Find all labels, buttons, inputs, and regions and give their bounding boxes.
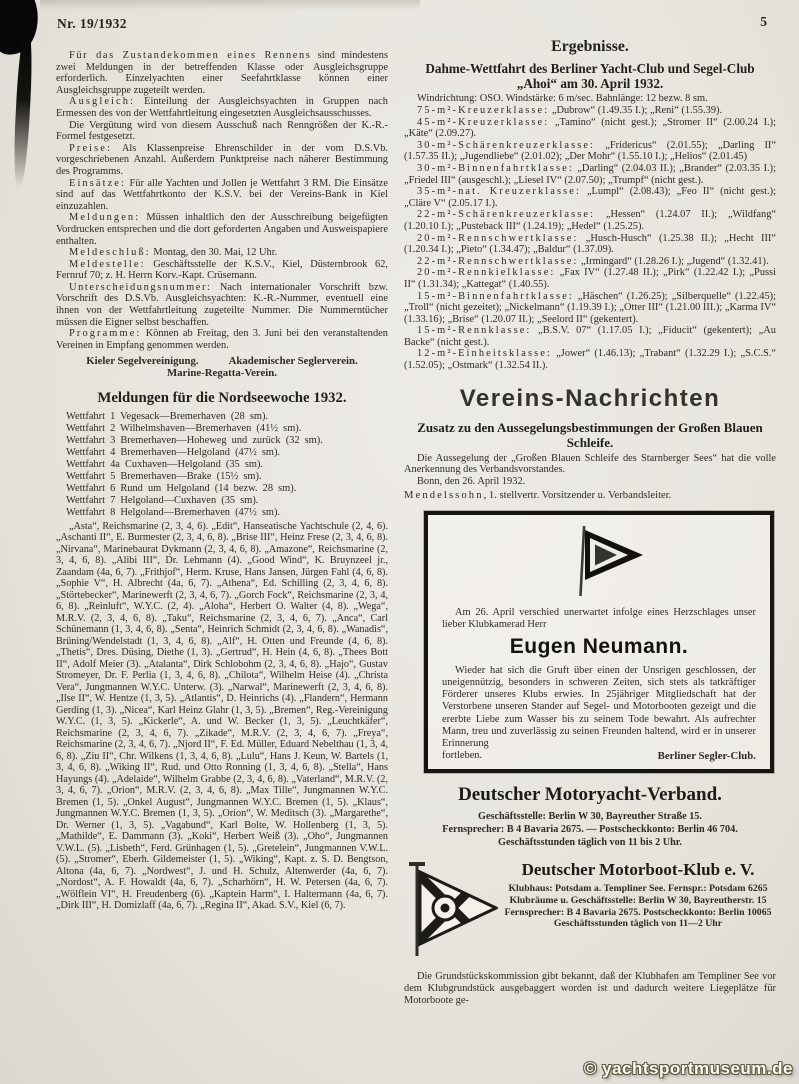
issue-number: Nr. 19/1932	[57, 16, 127, 31]
nordseewoche-heading: Meldungen für die Nordseewoche 1932.	[97, 390, 347, 407]
race-item: Wettfahrt 3 Bremerhaven—Hoheweg und zurück (32 sm).	[66, 435, 323, 447]
motorboot-klub-text	[500, 858, 776, 929]
organizing-club-name: Marine-Regatta-Verein.	[166, 367, 278, 380]
regatta-title: Dahme-Wettfahrt des Berliner Yacht-Club und Segel-Club „Ahoi“ am 30. April 1932.	[425, 61, 755, 92]
regulation-paragraph: Meldeschluß: Montag, den 30. Mai, 12 Uhr.	[69, 247, 278, 259]
regulation-paragraph: Ausgleich: Einteilung der Ausgleichsyachten in Gruppen nach Ermessen des von der Wettfahrtleitung eingesetzten Ausgleichsausschusses.	[56, 96, 388, 119]
scan-artifact-smudge	[40, 0, 420, 10]
obituary-body: Wieder hat sich die Gruft über einen der Unsrigen geschlossen, der uneigennützig, besonders in schweren Zeiten, sich stets als tatkräftiger Förderer unseres Klubs erwies. In 25jähriger Mitgliedschaft hat der Verstorbene unseren Stander auf Segel- und Motorbooten gezeigt und die ererbte Liebe zum Wasser bis zu seinem Tode bewahrt. Als aufrechter Mann, treu und zuverlässig zu seinen Freunden haltend, wird er in unserer Erinnerung	[442, 664, 756, 750]
deceased-name: Eugen Neumann.	[509, 634, 689, 658]
motorboot-klub-hours: Geschäftsstunden täglich von 11—2 Uhr	[553, 918, 723, 930]
grundstueckskommission-paragraph: Die Grundstückskommission gibt bekannt, daß der Klubhafen am Templiner See vor dem Klubgrundstück ausgebaggert worden ist und dadurch weitere Liegeplätze für Motorboote ge-	[404, 971, 776, 1006]
regulation-paragraph: Für das Zustandekommen eines Rennens sind mindestens zwei Meldungen in der betreffenden Klasse oder Ausgleichsgruppe erforderlich. Einzelyachten einer Seefahrtklasse können einer Ausgleichsgruppe zugeteilt werden.	[56, 50, 388, 96]
motorboot-klub-office: Klubräume u. Geschäftsstelle: Berlin W 30, Bayreutherstr. 15	[509, 895, 767, 907]
race-item: Wettfahrt 7 Helgoland—Cuxhaven (35 sm).	[66, 494, 259, 506]
race-item: Wettfahrt 6 Rund um Helgoland (14 bezw. 28 sm).	[66, 482, 297, 494]
class-result: 15-m²-Rennklasse: „B.S.V. 07“ (1.17.05 I.); „Fiducit“ (gekentert); „Au Backe“ (nicht gest.).	[404, 325, 776, 348]
regulation-paragraph: Meldungen: Müssen inhaltlich den der Ausschreibung beigefügten Vordrucken entsprechen und die dort geforderten Angaben und Ausweispapiere enthalten.	[56, 212, 388, 247]
motorboot-klub-section	[404, 858, 776, 963]
club-news-date: Bonn, den 26. April 1932.	[417, 475, 526, 487]
class-result: 35-m²-nat. Kreuzerklasse: „Lumpl“ (2.08.43); „Feo II“ (nicht gest.); „Cläre V“ (2.05.17 I.).	[404, 186, 776, 209]
club-news-paragraph: Die Aussegelung der „Großen Blauen Schleife des Starnberger Sees“ hat die volle Anerkennung des Verbandsvorstandes.	[404, 452, 776, 476]
class-result: 15-m²-Binnenfahrtklasse: „Häschen“ (1.26.25); „Silberquelle“ (1.22.45); „Troll“ (nicht gezeitet); „Nickelmann“ (1.19.39 I.); „Otter III“ (1.21.00 III.); „Karma IV“ (1.33.16); „Brise“ (1.20.07 II.); „Seelord II“ (gekentert).	[404, 290, 776, 325]
club-news-signature: Mendelssohn, 1. stellvertr. Vorsitzender u. Verbandsleiter.	[404, 489, 672, 501]
left-column	[56, 50, 388, 912]
page-number: 5	[760, 14, 767, 29]
entries-paragraph: „Asta“, Reichsmarine (2, 3, 4, 6). „Edit“, Hanseatische Yachtschule (2, 4, 6). „Aschanti II“, E. Burmester (2, 3, 4, 6, 8). „Brise III“, Heinz Frese (2, 3, 4, 6, 8). „Nirvana“, Marinebaurat Dykmann (2, 3, 4, 6, 8). „Amazone“, Reichsmarine (2, 3, 4, 6, 8). „Alibi III“, Dr. Lehmann (4). „Good Wind“, K. Bruynzeel jr., Zaandam (4a, 6, 7). „Frithjof“, Herm. Kruse, Hans Jansen, Jürgen Fahl (4, 6, 8). „Sophie V“, H. Albrecht (4a, 6, 7). „Athena“, Ed. Schilling (2, 3, 4, 6, 8). „Störtebecker“, Marinewerft (2, 3, 4, 6, 7). „Gorch Fock“, Reichsmarine (2, 3, 4, 6, 8). „Reinluft“, W.Y.C. (2, 4). „Aloha“, Herbert O. Walter (4, 8). „Wega“, M.R.V. (2, 3, 4, 6, 8). „Taku“, Reichsmarine (2, 3, 4, 6, 7). „Anca“, Carl Schünemann (1, 3, 4, 6, 8). „Senta“, Heinrich Schmidt (2, 3, 4, 6, 8). „Wanadis“, Brüning/Wendelstadt (1, 3, 4, 6, 8). „Alf“, H. Otten und Freunde (4, 6, 8). „Thetis“, Dres. Düsing, Diethe (1, 3). „Gertrud“, H. Hein (4, 6, 8). „Thees Bott II“, Adolf Meier (3). „Atalanta“, Dirk Schlobohm (2, 3, 4, 6, 8). „Hajo“, Gustav Stromeyer, Dr. F. Perlia (1, 3, 4, 6, 8). „Chilota“, Wilhelm Heise (4). „Christa Vera“, Jungmannen W.Y.C. Unterw. (3). „Narwal“, Marinewerft (2, 3, 4, 6, 8). „Ilse II“, W. Hentze (1, 3, 5). „Atlantis“, D. Heinrichs (4). „Flandern“, Hermann Gerding (1, 3). „Nicea“, Karl Heinz Glahr (1, 3, 5). „Bremen“, Reg.-Vereinigung W.Y.C. (1, 3, 5). „Kickerle“, A. und W. Becker (1, 3, 5). „Leuchtkäfer“, Reichsmarine (2, 3, 4, 6, 7). „Zikade“, M.R.V. (2, 3, 4, 6, 7). „Freya“, Reichsmarine (2, 3, 4, 6, 7). „Njord II“, F. Ed. Müller, Eduard Nebelthau (1, 3, 4, 6, 8). „Ziu II“, Chr. Wilkens (1, 3, 4, 6, 8). „Lulu“, Hans J. Keun, W. Bartels (1, 3, 4, 6, 8). „Wiking II“, Rud. und Otto Ronning (1, 3, 4, 6, 8). „Stella“, Hans Hayungs (4). „Adelaide“, Wilhelm Grabbe (2, 3, 4, 6, 8). „Vaterland“, M.R.V. (2, 3, 4, 6, 7). „Orion“, M.R.V. (2, 3, 4, 6, 8). „Max Tille“, Jungmannen W.Y.C. Bremen (1, 5). „Onkel August“, Jungmannen W.Y.C. Bremen (1, 5). „Klaus“, Jungmannen W.Y.C. Bremen (1, 3, 5). „Orion“, W. Meditsch (3). „Margarethe“, Dr. Werner (1, 3, 5). „Vagabund“, Karl Bolte, W. Hollenberg (1, 3, 5). „Mathilde“, E. Dammann (3). „Koki“, Herbert Weiß (3). „Oho“, Jungmannen V.W.L. (5). „Lisbeth“, Ferd. Grünhagen (1, 5). „Gretelein“, Jungmannen V.W.L. (5). „Stromer“, Eberh. Gildemeister (1, 5). „Wiking“, Kapt. z. S. D. Bengtson, Altona (4a, 6, 7). „Nordwest“, J. und H. Schulz, Altenwerder (4a, 6, 7). „Nordost“, A. F. Howaldt (4a, 6, 7). „Scharhörn“, H. W. Petersen (4a, 6, 7). „Wölflein VI“, H. Freudenberg (6). „Kaptein Harm“, I. Haltermann (4a, 6, 7). „Dirk III“, H. Domizlaff (4a, 6, 7). „Regina II“, Akad. S.V., Kiel (6, 7).	[56, 520, 388, 912]
club-name: Akademischer Seglerverein.	[228, 355, 358, 368]
race-item: Wettfahrt 4 Bremerhaven—Helgoland (47½ sm).	[66, 447, 281, 459]
regulation-paragraph: Meldestelle: Geschäftsstelle der K.S.V., Kiel, Düsternbrook 62, Fernruf 70; z. H. Herrn Korv.-Kapt. Crüsemann.	[56, 258, 388, 282]
class-result: 20-m²-Rennschwertklasse: „Husch-Husch“ (1.25.38 II.); „Hecht III“ (1.20.34 I.); „Pieto“ (1.34.47); „Baldur“ (1.37.09).	[404, 232, 776, 256]
race-list	[56, 411, 388, 518]
class-result: 22-m²-Rennschwertklasse: „Irmingard“ (1.28.26 I.); „Jugend“ (1.32.41).	[417, 255, 769, 267]
regulation-paragraph: Programme: Können ab Freitag, den 3. Juni bei den veranstaltenden Vereinen in Empfang genommen werden.	[56, 328, 388, 351]
organizing-clubs-line	[56, 355, 388, 367]
race-item: Wettfahrt 8 Helgoland—Bremerhaven (47½ sm).	[66, 506, 281, 518]
club-burgee-icon	[404, 858, 500, 963]
regulation-paragraph: Preise: Als Klassenpreise Ehrenschilder in der vom D.S.Vb. vorgeschriebenen Anzahl. Außerdem Punktpreise nach näherer Bestimmung des Programms.	[56, 142, 388, 177]
watermark-stamp: © yachtsportmuseum.de	[583, 1059, 793, 1078]
class-result: 30-m²-Schärenkreuzerklasse: „Fridericus“ (2.01.55); „Darling II“ (1.57.35 II.); „Jugendliebe“ (2.01.02); „Der Mohr“ (1.55.10 I.); „Helios“ (2.01.45)	[404, 139, 776, 163]
class-result: 22-m²-Schärenkreuzerklasse: „Hessen“ (1.24.07 II.); „Wildfang“ (1.20.10 I.); „Pusteback III“ (1.24.19); „Hedel“ (1.25.25).	[404, 209, 776, 232]
obituary-closing-line: fortleben. Berliner Segler-Club.	[442, 750, 756, 763]
race-item: Wettfahrt 1 Vegesack—Bremerhaven (28 sm).	[66, 411, 268, 423]
motoryacht-verband-hours: Geschäftsstunden täglich von 11 bis 2 Uhr.	[498, 837, 682, 849]
motorboot-klub-clubhouse: Klubhaus: Potsdam a. Templiner See. Fernspr.: Potsdam 6265	[508, 883, 768, 895]
obituary-intro: Am 26. April verschied unerwartet infolge eines Herzschlages unser lieber Klubkamerad Herr	[442, 606, 756, 630]
mourning-pennant-icon	[442, 524, 756, 603]
results-heading: Ergebnisse.	[551, 38, 629, 55]
club-name: Kieler Segelvereinigung.	[86, 355, 199, 368]
wind-conditions: Windrichtung: OSO. Windstärke: 6 m/sec. Bahnlänge: 12 bezw. 8 sm.	[417, 93, 708, 105]
class-result: 20-m²-Rennkielklasse: „Fax IV“ (1.27.48 II.); „Pirk“ (1.22.42 I.); „Pussi II“ (1.31.34); „Kattegat“ (1.40.55).	[404, 267, 776, 290]
motoryacht-verband-phone: Fernsprecher: B 4 Bavaria 2675. — Postscheckkonto: Berlin 46 704.	[442, 824, 738, 836]
race-item: Wettfahrt 2 Wilhelmshaven—Bremerhaven (41½ sm).	[66, 423, 302, 435]
race-item: Wettfahrt 5 Bremerhaven—Brake (15½ sm).	[66, 470, 262, 482]
club-news-subheading: Zusatz zu den Aussegelungsbestimmungen der Großen Blauen Schleife.	[417, 419, 763, 450]
obituary-signature: Berliner Segler-Club.	[657, 750, 756, 763]
obituary-box	[424, 511, 774, 774]
class-result: 75-m²-Kreuzerklasse: „Dubrow“ (1.49.35 I.); „Reni“ (1.55.39).	[417, 105, 723, 116]
regulation-paragraph: Die Vergütung wird von diesem Ausschuß nach Renngrößen der K.-R.-Formel festgesetzt.	[56, 119, 388, 143]
class-result: 30-m²-Binnenfahrtklasse: „Darling“ (2.04.03 II.); „Brander“ (2.03.35 I.); „Friedel III“ (ausgeschl.); „Liesel IV“ (2.07.50); „Trumpf“ (nicht gest.).	[404, 162, 776, 186]
class-result: 45-m²-Kreuzerklasse: „Tamino“ (nicht gest.); „Stromer II“ (2.00.24 I.); „Käte“ (2.09.27).	[404, 116, 776, 140]
race-item: Wettfahrt 4a Cuxhaven—Helgoland (35 sm).	[66, 459, 264, 471]
class-result: 12-m²-Einheitsklasse: „Jower“ (1.46.13); „Trabant“ (1.32.29 I.); „S.C.S.“ (1.52.05); „Ostmark“ (1.32.54 II.).	[404, 348, 776, 372]
regulation-paragraph: Einsätze: Für alle Yachten und Jollen je Wettfahrt 3 RM. Die Einsätze sind auf das Wettfahrtkonto der K.S.V. bei der Vereins-Bank in Kiel einzuzahlen.	[56, 177, 388, 212]
motoryacht-verband-address: Geschäftsstelle: Berlin W 30, Bayreuther Straße 15.	[478, 811, 702, 823]
motorboot-klub-phone: Fernsprecher: B 4 Bavaria 2675. Postscheckkonto: Berlin 10065	[504, 906, 772, 918]
club-news-heading: Vereins-Nachrichten	[459, 384, 721, 412]
regulation-paragraph: Unterscheidungsnummer: Nach internationaler Vorschrift bzw. Vorschrift des D.S.Vb. Ausgleichsyachten: K.-R.-Nummer, eventuell eine ihnen von der Wettfahrtleitung zugeteilte Nummer. Die Nummerntücher müssen die Eigner selbst beschaffen.	[56, 281, 388, 328]
motorboot-klub-heading: Deutscher Motorboot-Klub e. V.	[521, 860, 755, 880]
right-column	[404, 38, 776, 1006]
motoryacht-verband-heading: Deutscher Motoryacht-Verband.	[458, 784, 722, 806]
